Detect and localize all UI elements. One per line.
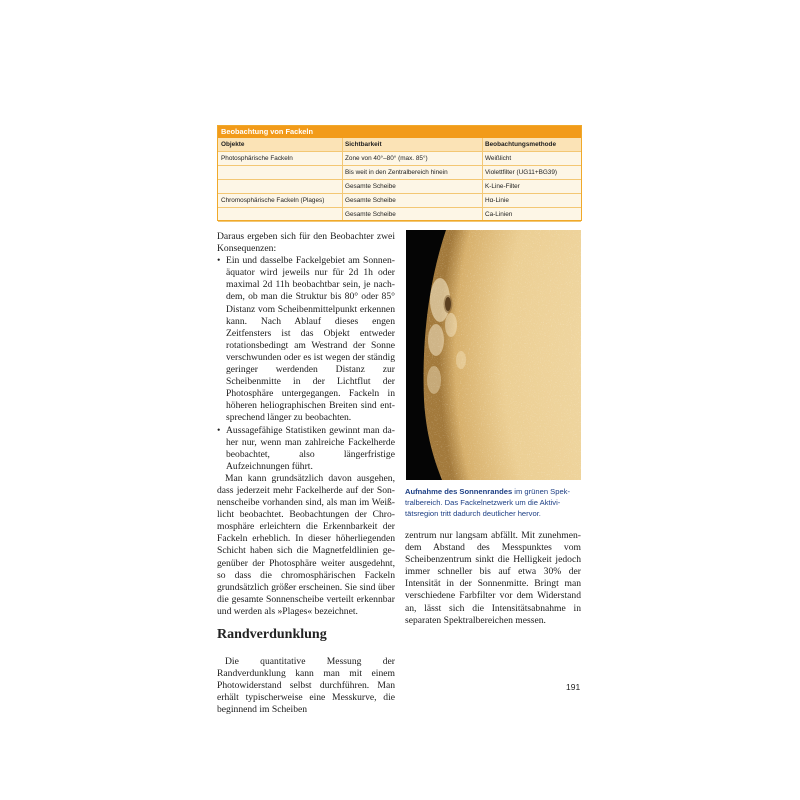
bullet-list — [217, 255, 395, 473]
intro-paragraph: Daraus ergeben sich für den Beobachter zwei Konsequenzen: — [217, 231, 395, 255]
table-row — [218, 194, 581, 208]
facular-observation-table — [217, 125, 582, 221]
table-header-cell: Objekte — [221, 141, 245, 148]
table-cell: Ca-Linien — [485, 211, 513, 218]
table-header-cell: Sichtbarkeit — [345, 141, 382, 148]
table-cell: Hα-Linie — [485, 197, 509, 204]
table-cell: Gesamte Scheibe — [345, 197, 396, 204]
table-cell: Bis weit in den Zentralbereich hinein — [345, 169, 448, 176]
table-row — [218, 166, 581, 180]
table-cell: Weißlicht — [485, 155, 512, 162]
section-heading: Randverdunklung — [217, 627, 327, 642]
table-row — [218, 152, 581, 166]
column-divider — [482, 138, 483, 220]
table-row — [218, 208, 581, 222]
table-header-row — [218, 138, 581, 152]
caption-text: im grünen Spektralbereich. Das Fackelnetzwerk um die Aktivitätsregion tritt dadurch deutlicher hervor. — [405, 487, 571, 518]
table-cell: Photosphärische Fackeln — [221, 155, 293, 162]
table-cell: K-Line-Filter — [485, 183, 520, 190]
sun-limb-photo — [406, 230, 581, 480]
body-paragraph: Die quantitative Messung der Randverdunklung kann man mit einem Photowiderstand selbst durchführen. Man erhält typischerweise eine Messkurve, die beginnend im Scheiben — [217, 656, 395, 716]
table-cell: Gesamte Scheibe — [345, 211, 396, 218]
table-title: Beobachtung von Fackeln — [218, 126, 581, 138]
table-cell: Chromosphärische Fackeln (Plages) — [221, 197, 325, 204]
table-cell: Violettfilter (UG11+BG39) — [485, 169, 558, 176]
left-text-column — [217, 231, 395, 716]
list-item: • Ein und dasselbe Fackelgebiet am Sonnenäquator wird jeweils nur für 2d 1h oder maximal 2d 11h beobachtbar sein, je nachdem, ob man die Struktur bis 80° oder 85° Distanz vom Scheibenmittelpunkt erkennen kann. Nach Ablauf dieses engen Zeitfensters ist das Objekt entweder rotationsbedingt am Westrand der Sonne verschwunden oder es ist wegen der ständig geringer werdenden Distanz zur Scheibenmitte in der Lichtflut der Photosphäre untergegangen. Fackeln in höheren heliographischen Breiten sind entsprechend länger zu beobachten. — [217, 255, 395, 424]
right-text-column — [405, 530, 581, 627]
list-item: • Aussagefähige Statistiken gewinnt man daher nur, wenn man zahlreiche Fackelherde beobachtet, also längerfristige Aufzeichnungen führt. — [217, 425, 395, 473]
body-paragraph: zentrum nur langsam abfällt. Mit zunehmendem Abstand des Messpunktes vom Scheibenzentrum sinkt die Helligkeit jedoch immer schneller bis auf etwa 30% der Intensität in der Sonnenmitte. Bringt man verschiedene Farbfilter vor dem Widerstand an, lässt sich die Intensitätsabnahme in separaten Spektralbereichen messen. — [405, 530, 581, 626]
table-cell: Zone von 40°–80° (max. 85°) — [345, 155, 428, 162]
table-row — [218, 180, 581, 194]
caption-title: Aufnahme des Sonnenrandes — [405, 487, 513, 496]
page-number: 191 — [566, 682, 581, 692]
body-paragraph: Man kann grundsätzlich davon ausgehen, dass jederzeit mehr Fackelherde auf der Sonnenscheibe vorhanden sind, als man im Weißlicht beobachtet. Beobachtungen der Chromosphäre erleichtern die Erkennbarkeit der Fackeln erheblich. In dieser höherliegenden Schicht haben sich die Magnetfeldlinien gegenüber der Photosphäre weiter ausgedehnt, so dass die chromosphärischen Fackeln grundsätzlich größer erscheinen. Sie sind über die gesamte Sonnenscheibe verteilt erkennbar und werden als »Plages« bezeichnet. — [217, 472, 395, 617]
photo-caption — [405, 486, 583, 519]
column-divider — [342, 138, 343, 220]
table-cell: Gesamte Scheibe — [345, 183, 396, 190]
table-header-cell: Beobachtungsmethode — [485, 141, 557, 148]
